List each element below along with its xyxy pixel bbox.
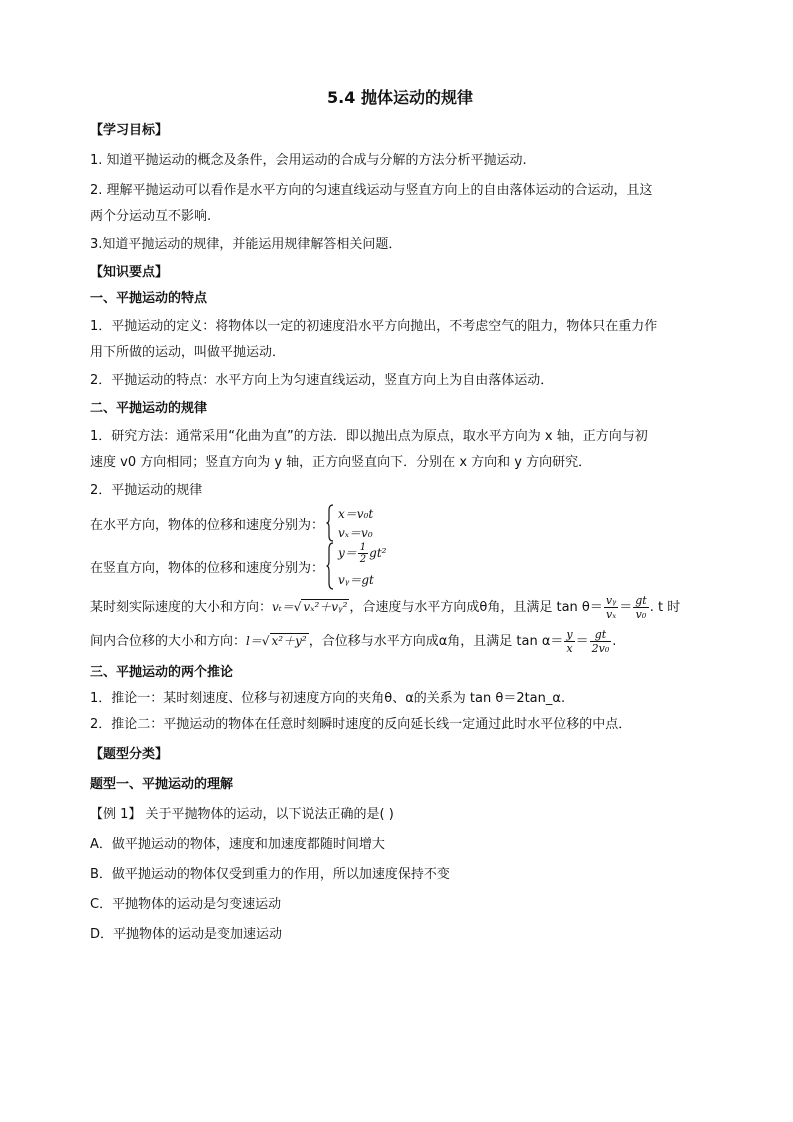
goal-3: 3.知道平抛运动的规律，并能运用规律解答相关问题． bbox=[90, 237, 402, 252]
velocity-radicand: vₓ²＋vᵧ² bbox=[303, 600, 348, 614]
option-b: B．做平抛运动的物体仅受到重力的作用，所以加速度保持不变 bbox=[90, 867, 450, 882]
vertical-label: 在竖直方向，物体的位移和速度分别为： bbox=[90, 560, 325, 576]
brace-icon bbox=[326, 504, 334, 542]
goal-2-line-1: 2. 理解平抛运动可以看作是水平方向的匀速直线运动与竖直方向上的自由落体运动的合运动，且这 bbox=[90, 183, 653, 198]
types-heading: 【题型分类】 bbox=[90, 747, 169, 762]
para-3-line-2: 速度 v0 方向相同；竖直方向为 y 轴，正方向竖直向下．分别在 x 方向和 y 方向研究． bbox=[90, 455, 592, 470]
goals-heading: 【学习目标】 bbox=[90, 123, 169, 138]
type-1-heading: 题型一、平抛运动的理解 bbox=[90, 777, 234, 792]
velocity-frac1-den: vₓ bbox=[605, 608, 617, 621]
horizontal-label: 在水平方向，物体的位移和速度分别为： bbox=[90, 517, 325, 533]
velocity-text-3: . t 时 bbox=[649, 600, 681, 615]
page-title: 5.4 抛体运动的规律 bbox=[327, 88, 473, 107]
displacement-frac2-den: 2v₀ bbox=[591, 642, 610, 655]
vertical-equation-system bbox=[326, 542, 387, 590]
vertical-velocity-eq: vᵧ＝gt bbox=[338, 573, 374, 587]
para-3-line-1: 1．研究方法：通常采用“化曲为直”的方法．即以抛出点为原点，取水平方向为 x 轴，正方向与初 bbox=[90, 429, 648, 444]
brace-icon bbox=[326, 542, 334, 590]
displacement-line bbox=[90, 624, 710, 658]
displacement-sqrt: √ x²＋y² bbox=[261, 634, 307, 648]
displacement-eq-mid: ＝ bbox=[575, 634, 589, 649]
displacement-text-3: . bbox=[612, 634, 617, 649]
displacement-text-2: ，合位移与水平方向成α角，且满足 tan α＝ bbox=[308, 634, 564, 649]
displacement-text-1: 间内合位移的大小和方向： bbox=[90, 634, 247, 649]
example-1: 【例 1】 关于平抛物体的运动，以下说法正确的是( ) bbox=[90, 807, 394, 822]
velocity-frac1-num: vᵧ bbox=[605, 594, 617, 607]
option-d: D．平抛物体的运动是变加速运动 bbox=[90, 927, 283, 942]
velocity-text-2: ，合速度与水平方向成θ角，且满足 tan θ＝ bbox=[349, 600, 603, 615]
goal-1: 1. 知道平抛运动的概念及条件，会用运动的合成与分解的方法分析平抛运动. bbox=[90, 153, 527, 168]
vertical-equations bbox=[90, 542, 710, 590]
para-1-line-2: 用下所做的运动，叫做平抛运动． bbox=[90, 345, 286, 360]
frac-denominator: 2 bbox=[359, 554, 367, 565]
heading-2: 二、平抛运动的规律 bbox=[90, 401, 208, 416]
velocity-frac2-den: v₀ bbox=[635, 608, 647, 621]
heading-3: 三、平抛运动的两个推论 bbox=[90, 665, 234, 680]
option-a: A．做平抛运动的物体，速度和加速度都随时间增大 bbox=[90, 837, 385, 852]
points-heading: 【知识要点】 bbox=[90, 265, 169, 280]
displacement-frac1-den: x bbox=[566, 642, 573, 655]
document-page bbox=[90, 86, 710, 948]
para-5: 1．推论一：某时刻速度、位移与初速度方向的夹角θ、α的关系为 tan θ＝2tan_α. bbox=[90, 691, 566, 706]
horizontal-equation-system bbox=[326, 504, 374, 542]
velocity-text-1: 某时刻实际速度的大小和方向： bbox=[90, 600, 273, 615]
horizontal-equations bbox=[90, 504, 710, 542]
displacement-frac1-num: y bbox=[566, 628, 573, 641]
velocity-eq-lhs: vₜ＝ bbox=[272, 600, 294, 614]
para-6: 2．推论二：平抛运动的物体在任意时刻瞬时速度的反向延长线一定通过此时水平位移的中点． bbox=[90, 717, 632, 732]
velocity-line bbox=[90, 590, 710, 624]
para-4: 2．平抛运动的规律 bbox=[90, 483, 203, 498]
horizontal-displacement-eq: x＝v₀t bbox=[338, 507, 374, 521]
para-2: 2．平抛运动的特点：水平方向上为匀速直线运动，竖直方向上为自由落体运动． bbox=[90, 373, 554, 388]
goal-2-line-2: 两个分运动互不影响. bbox=[90, 209, 212, 224]
vertical-displacement-rhs: gt² bbox=[369, 546, 387, 560]
horizontal-velocity-eq: vₓ＝v₀ bbox=[338, 526, 373, 540]
velocity-frac2-num: gt bbox=[635, 594, 647, 607]
displacement-radicand: x²＋y² bbox=[271, 634, 307, 648]
frac-numerator: 1 bbox=[359, 542, 367, 553]
heading-1: 一、平抛运动的特点 bbox=[90, 291, 208, 306]
displacement-eq-lhs: l＝ bbox=[246, 634, 262, 648]
vertical-displacement-eq bbox=[338, 542, 386, 565]
para-1-line-1: 1．平抛运动的定义：将物体以一定的初速度沿水平方向抛出，不考虑空气的阻力，物体只在重力作 bbox=[90, 319, 658, 334]
velocity-eq-mid: ＝ bbox=[619, 600, 633, 615]
option-c: C．平抛物体的运动是匀变速运动 bbox=[90, 897, 282, 912]
velocity-sqrt: √ vₓ²＋vᵧ² bbox=[293, 600, 348, 614]
displacement-frac2-num: gt bbox=[590, 628, 612, 642]
vertical-displacement-lhs: y＝ bbox=[338, 546, 357, 560]
